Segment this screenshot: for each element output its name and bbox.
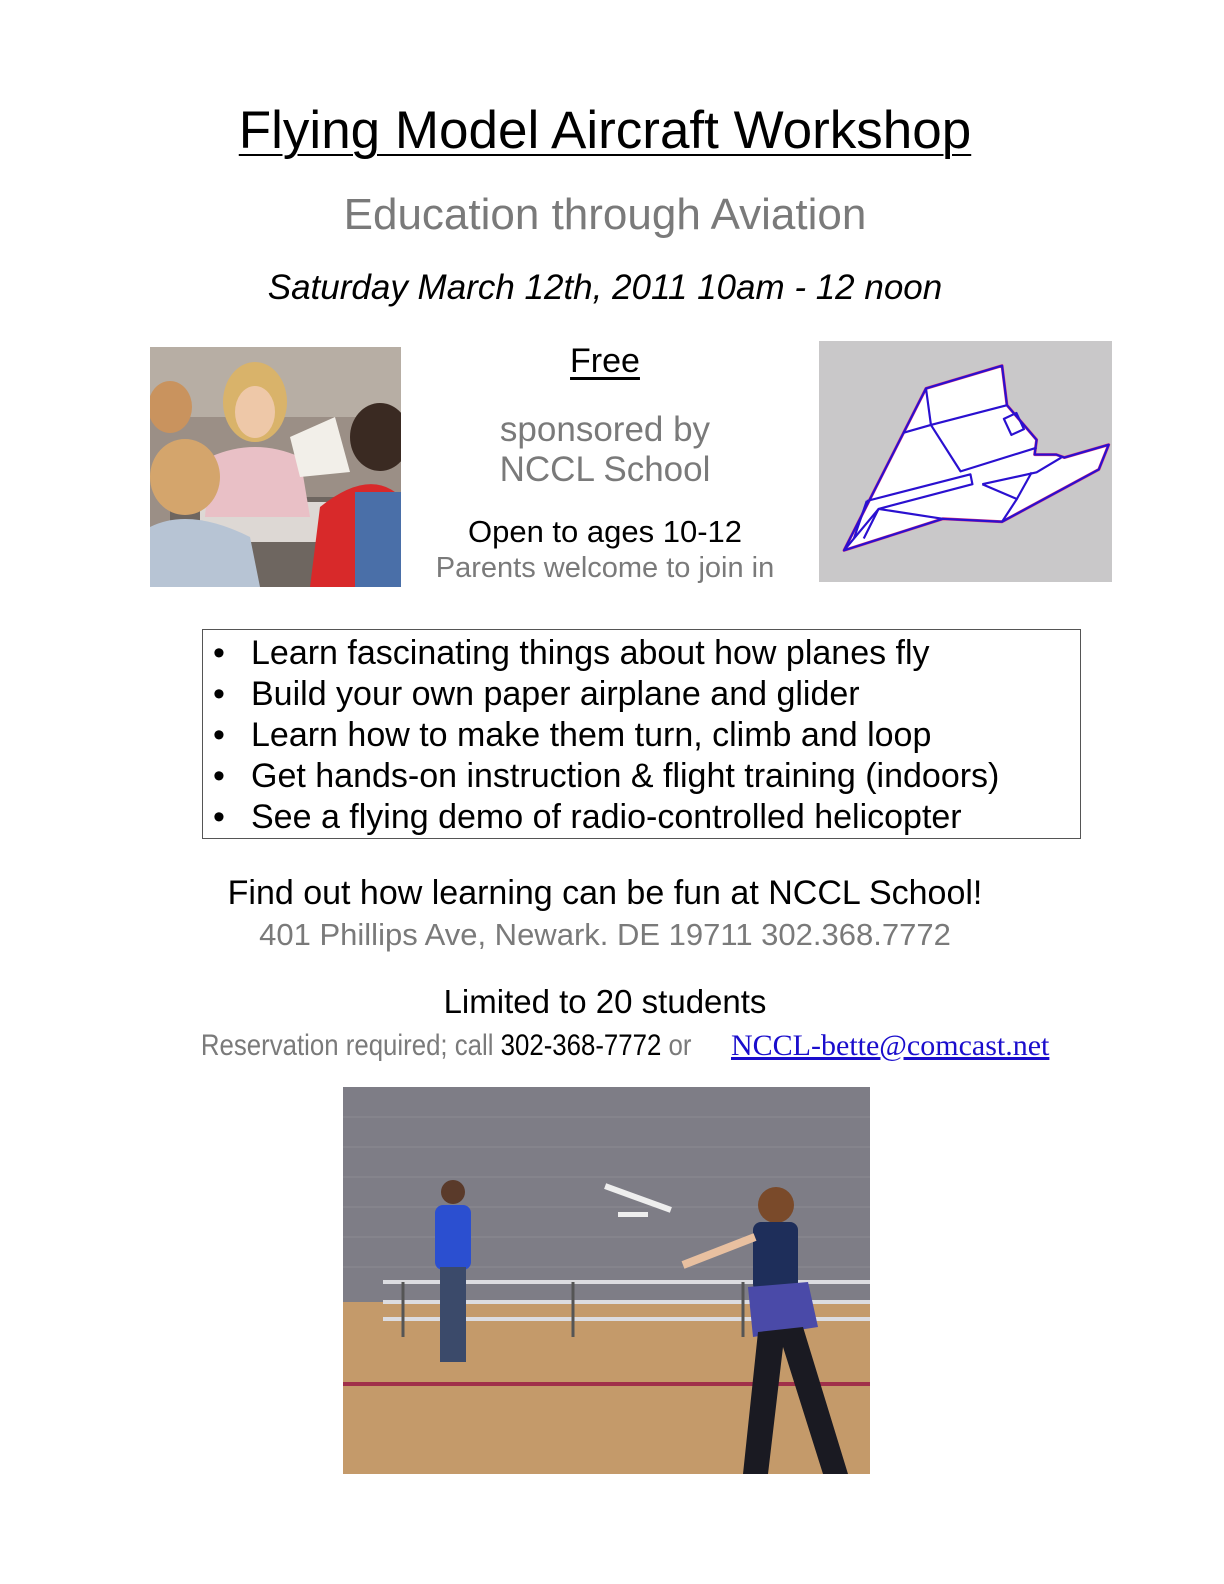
email-link[interactable]: NCCL-bette@comcast.net (731, 1029, 1050, 1062)
sponsor-line-2: NCCL School (499, 450, 711, 489)
price-label: Free (570, 342, 640, 380)
feature-item: • Get hands-on instruction & flight training (indoors) (213, 757, 1000, 795)
features-box (202, 629, 1081, 839)
page-title: Flying Model Aircraft Workshop (238, 101, 972, 160)
event-date: Saturday March 12th, 2011 10am - 12 noon (267, 268, 943, 307)
photo-gym-flying-demo (343, 1087, 870, 1474)
sponsor-line-1: sponsored by (499, 410, 711, 449)
features-list (213, 633, 999, 838)
feature-item: • See a flying demo of radio-controlled helicopter (213, 798, 962, 836)
paper-airplane-diagram (819, 341, 1112, 582)
address: 401 Phillips Ave, Newark. DE 19711 302.368.7772 (259, 917, 951, 952)
subtitle: Education through Aviation (343, 190, 867, 239)
parents-note: Parents welcome to join in (435, 552, 775, 584)
feature-item: • Learn fascinating things about how planes fly (213, 634, 930, 672)
feature-item: • Build your own paper airplane and glider (213, 675, 860, 713)
tagline: Find out how learning can be fun at NCCL School! (227, 874, 983, 912)
reservation-line: Reservation required; call 302-368-7772 or NCCL-bette@comcast.net (200, 1029, 1050, 1062)
age-range: Open to ages 10-12 (467, 514, 743, 549)
phone-number: 302-368-7772 (500, 1029, 661, 1062)
enrollment-limit: Limited to 20 students (443, 983, 767, 1020)
feature-item: • Learn how to make them turn, climb and loop (213, 716, 932, 754)
